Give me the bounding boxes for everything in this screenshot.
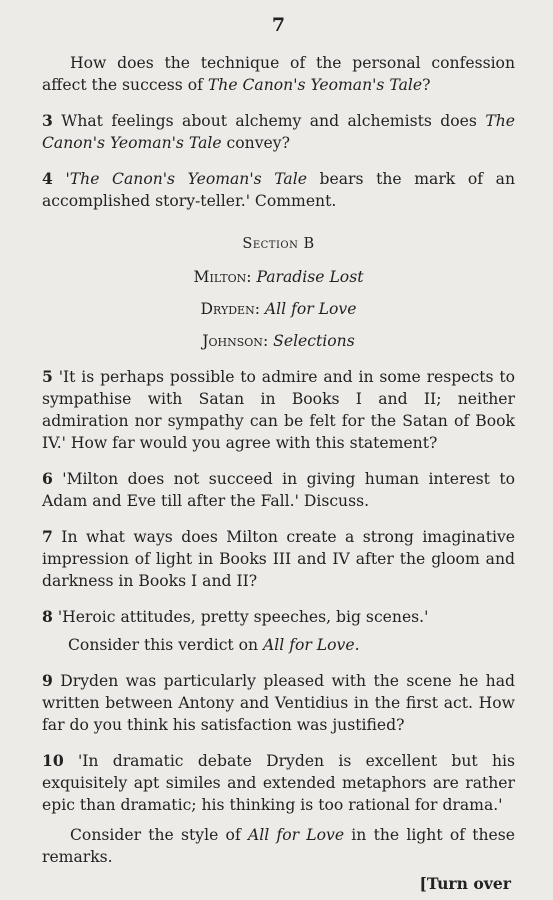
- turn-over-note: [Turn over: [419, 874, 511, 893]
- question-8-instruction: [68, 634, 515, 656]
- author-sep: :: [254, 300, 265, 318]
- q3-text: What feelings about alchemy and alchemists does: [52, 112, 486, 130]
- author-dryden: [42, 298, 515, 320]
- q3-after: convey?: [221, 134, 290, 152]
- q3-number: 3: [42, 111, 53, 130]
- q10-sub-title: All for Love: [247, 826, 345, 844]
- question-3: [42, 110, 515, 154]
- author-work: Selections: [273, 332, 355, 350]
- question-2-continuation: [42, 52, 515, 96]
- author-johnson: [42, 330, 515, 352]
- page-number: 7: [271, 14, 286, 36]
- q9-text: Dryden was particularly pleased with the scene he had written between Antony and Ventidius in the first act. How far do you think his satisfaction was justified?: [42, 672, 515, 734]
- author-sep: :: [246, 268, 257, 286]
- question-4: [42, 168, 515, 212]
- author-name: Milton: [193, 268, 247, 286]
- author-sep: :: [262, 332, 274, 350]
- q8-text: 'Heroic attitudes, pretty speeches, big scenes.': [52, 608, 429, 626]
- q10-number: 10: [42, 751, 64, 770]
- q8-sub-title: All for Love: [263, 636, 355, 654]
- q2-text: How does the technique of the personal confession affect the success of: [42, 54, 515, 94]
- q6-number: 6: [42, 469, 53, 488]
- q8-sub-after: .: [354, 636, 360, 654]
- author-name: Johnson: [202, 332, 263, 350]
- author-work: Paradise Lost: [256, 268, 364, 286]
- q2-title: The Canon's Yeoman's Tale: [207, 76, 423, 94]
- q3-title: The Canon's Yeoman's Tale: [42, 112, 515, 152]
- q10-sub-after: in the light of these remarks.: [42, 826, 516, 866]
- question-10: [42, 750, 515, 816]
- q6-text: 'Milton does not succeed in giving human interest to Adam and Eve till after the Fall.' Discuss.: [42, 470, 515, 510]
- author-name: Dryden: [200, 300, 255, 318]
- q9-number: 9: [42, 671, 53, 690]
- q10-text: 'In dramatic debate Dryden is excellent but his exquisitely apt similes and extended metaphors are rather epic than dramatic; his thinking is too rational for drama.': [42, 752, 515, 814]
- author-work: All for Love: [264, 300, 357, 318]
- question-9: [42, 670, 515, 736]
- q4-number: 4: [42, 169, 53, 188]
- q4-title: The Canon's Yeoman's Tale: [69, 170, 307, 188]
- section-b-title: Section B: [242, 236, 315, 252]
- question-8: [42, 606, 515, 628]
- author-milton: [42, 266, 515, 288]
- question-5: [42, 366, 515, 454]
- q7-number: 7: [42, 527, 53, 546]
- question-10-instruction: [42, 824, 515, 868]
- q10-sub-text: Consider the style of: [70, 826, 248, 844]
- q4-after: bears the mark of an accomplished story-teller.' Comment.: [42, 170, 515, 210]
- q8-sub-text: Consider this verdict on: [68, 636, 264, 654]
- q7-text: In what ways does Milton create a strong imaginative impression of light in Books III and IV after the gloom and darkness in Books I and II?: [42, 528, 515, 590]
- q5-number: 5: [42, 367, 53, 386]
- q8-number: 8: [42, 607, 53, 626]
- q2-after: ?: [422, 76, 431, 94]
- q4-quote: ': [52, 170, 70, 188]
- q5-text: 'It is perhaps possible to admire and in some respects to sympathise with Satan in Books I and II; neither admiration nor sympathy can be felt for the Satan of Book IV.' How far would you agree with this statement?: [42, 368, 515, 452]
- question-7: [42, 526, 515, 592]
- question-6: [42, 468, 515, 512]
